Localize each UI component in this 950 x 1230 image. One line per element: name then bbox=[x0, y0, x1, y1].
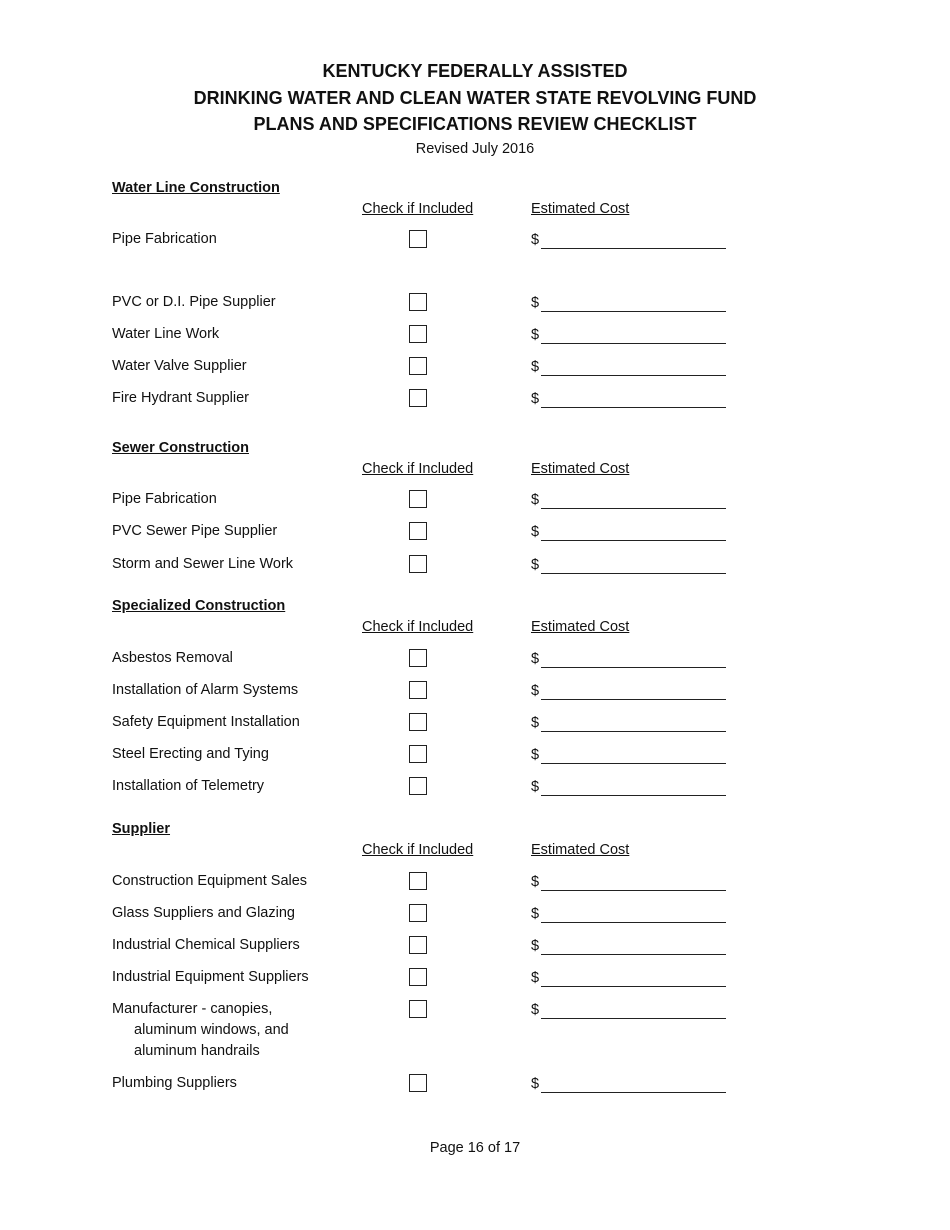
item-label: Industrial Chemical Suppliers bbox=[112, 937, 300, 953]
cost-column-header: Estimated Cost bbox=[531, 619, 630, 635]
estimated-cost-field[interactable] bbox=[541, 747, 726, 764]
item-label: Construction Equipment Sales bbox=[112, 873, 308, 889]
dollar-sign: $ bbox=[531, 747, 540, 763]
estimated-cost-field[interactable] bbox=[541, 232, 726, 249]
dollar-sign: $ bbox=[531, 874, 540, 890]
cost-column-header: Estimated Cost bbox=[531, 201, 630, 217]
include-checkbox[interactable] bbox=[409, 713, 427, 731]
check-column-header: Check if Included bbox=[362, 201, 474, 217]
include-checkbox[interactable] bbox=[409, 522, 427, 540]
item-label: Plumbing Suppliers bbox=[112, 1075, 237, 1091]
dollar-sign: $ bbox=[531, 938, 540, 954]
dollar-sign: $ bbox=[531, 715, 540, 731]
dollar-sign: $ bbox=[531, 492, 540, 508]
item-label-multiline bbox=[112, 999, 342, 1062]
item-label: Safety Equipment Installation bbox=[112, 714, 300, 730]
estimated-cost-field[interactable] bbox=[541, 683, 726, 700]
include-checkbox[interactable] bbox=[409, 293, 427, 311]
include-checkbox[interactable] bbox=[409, 325, 427, 343]
item-label: Pipe Fabrication bbox=[112, 491, 217, 507]
dollar-sign: $ bbox=[531, 557, 540, 573]
dollar-sign: $ bbox=[531, 1002, 540, 1018]
cost-column-header: Estimated Cost bbox=[531, 842, 630, 858]
header-line-3: PLANS AND SPECIFICATIONS REVIEW CHECKLIST bbox=[253, 114, 697, 134]
item-label: PVC Sewer Pipe Supplier bbox=[112, 523, 278, 539]
include-checkbox[interactable] bbox=[409, 681, 427, 699]
item-label-line: aluminum handrails bbox=[134, 1043, 260, 1059]
item-label: Fire Hydrant Supplier bbox=[112, 390, 249, 406]
dollar-sign: $ bbox=[531, 391, 540, 407]
dollar-sign: $ bbox=[531, 359, 540, 375]
estimated-cost-field[interactable] bbox=[541, 1076, 726, 1093]
item-label: Installation of Telemetry bbox=[112, 778, 265, 794]
dollar-sign: $ bbox=[531, 232, 540, 248]
include-checkbox[interactable] bbox=[409, 490, 427, 508]
item-label: Pipe Fabrication bbox=[112, 231, 217, 247]
estimated-cost-field[interactable] bbox=[541, 651, 726, 668]
include-checkbox[interactable] bbox=[409, 968, 427, 986]
header-line-1: KENTUCKY FEDERALLY ASSISTED bbox=[322, 61, 628, 81]
dollar-sign: $ bbox=[531, 295, 540, 311]
include-checkbox[interactable] bbox=[409, 745, 427, 763]
include-checkbox[interactable] bbox=[409, 230, 427, 248]
revised-date: Revised July 2016 bbox=[415, 140, 535, 157]
section-title-supplier: Supplier bbox=[112, 821, 171, 837]
estimated-cost-field[interactable] bbox=[541, 524, 726, 541]
estimated-cost-field[interactable] bbox=[541, 779, 726, 796]
item-label-line: aluminum windows, and bbox=[134, 1022, 289, 1038]
item-label: Steel Erecting and Tying bbox=[112, 746, 269, 762]
check-column-header: Check if Included bbox=[362, 461, 474, 477]
estimated-cost-field[interactable] bbox=[541, 1002, 726, 1019]
check-column-header: Check if Included bbox=[362, 619, 474, 635]
item-label: Asbestos Removal bbox=[112, 650, 233, 666]
estimated-cost-field[interactable] bbox=[541, 938, 726, 955]
dollar-sign: $ bbox=[531, 683, 540, 699]
item-label: Glass Suppliers and Glazing bbox=[112, 905, 295, 921]
estimated-cost-field[interactable] bbox=[541, 492, 726, 509]
dollar-sign: $ bbox=[531, 970, 540, 986]
estimated-cost-field[interactable] bbox=[541, 906, 726, 923]
dollar-sign: $ bbox=[531, 327, 540, 343]
estimated-cost-field[interactable] bbox=[541, 715, 726, 732]
item-label: PVC or D.I. Pipe Supplier bbox=[112, 294, 276, 310]
document-header bbox=[0, 58, 950, 159]
item-label: Storm and Sewer Line Work bbox=[112, 556, 294, 572]
include-checkbox[interactable] bbox=[409, 872, 427, 890]
estimated-cost-field[interactable] bbox=[541, 359, 726, 376]
section-title-specialized: Specialized Construction bbox=[112, 598, 286, 614]
section-title-sewer: Sewer Construction bbox=[112, 440, 249, 456]
page-number: Page 16 of 17 bbox=[429, 1140, 521, 1156]
dollar-sign: $ bbox=[531, 1076, 540, 1092]
dollar-sign: $ bbox=[531, 651, 540, 667]
item-label: Industrial Equipment Suppliers bbox=[112, 969, 309, 985]
include-checkbox[interactable] bbox=[409, 777, 427, 795]
include-checkbox[interactable] bbox=[409, 904, 427, 922]
item-label: Water Line Work bbox=[112, 326, 220, 342]
estimated-cost-field[interactable] bbox=[541, 391, 726, 408]
include-checkbox[interactable] bbox=[409, 555, 427, 573]
dollar-sign: $ bbox=[531, 779, 540, 795]
cost-column-header: Estimated Cost bbox=[531, 461, 630, 477]
item-label-line: Manufacturer - canopies, bbox=[112, 1001, 273, 1017]
estimated-cost-field[interactable] bbox=[541, 557, 726, 574]
estimated-cost-field[interactable] bbox=[541, 874, 726, 891]
header-line-2: DRINKING WATER AND CLEAN WATER STATE REVOLVING FUND bbox=[193, 87, 757, 108]
item-label: Installation of Alarm Systems bbox=[112, 682, 299, 698]
dollar-sign: $ bbox=[531, 524, 540, 540]
estimated-cost-field[interactable] bbox=[541, 970, 726, 987]
include-checkbox[interactable] bbox=[409, 389, 427, 407]
include-checkbox[interactable] bbox=[409, 357, 427, 375]
include-checkbox[interactable] bbox=[409, 1074, 427, 1092]
dollar-sign: $ bbox=[531, 906, 540, 922]
estimated-cost-field[interactable] bbox=[541, 327, 726, 344]
section-title-water-line: Water Line Construction bbox=[112, 180, 280, 196]
estimated-cost-field[interactable] bbox=[541, 295, 726, 312]
include-checkbox[interactable] bbox=[409, 936, 427, 954]
item-label: Water Valve Supplier bbox=[112, 358, 247, 374]
include-checkbox[interactable] bbox=[409, 649, 427, 667]
check-column-header: Check if Included bbox=[362, 842, 474, 858]
include-checkbox[interactable] bbox=[409, 1000, 427, 1018]
